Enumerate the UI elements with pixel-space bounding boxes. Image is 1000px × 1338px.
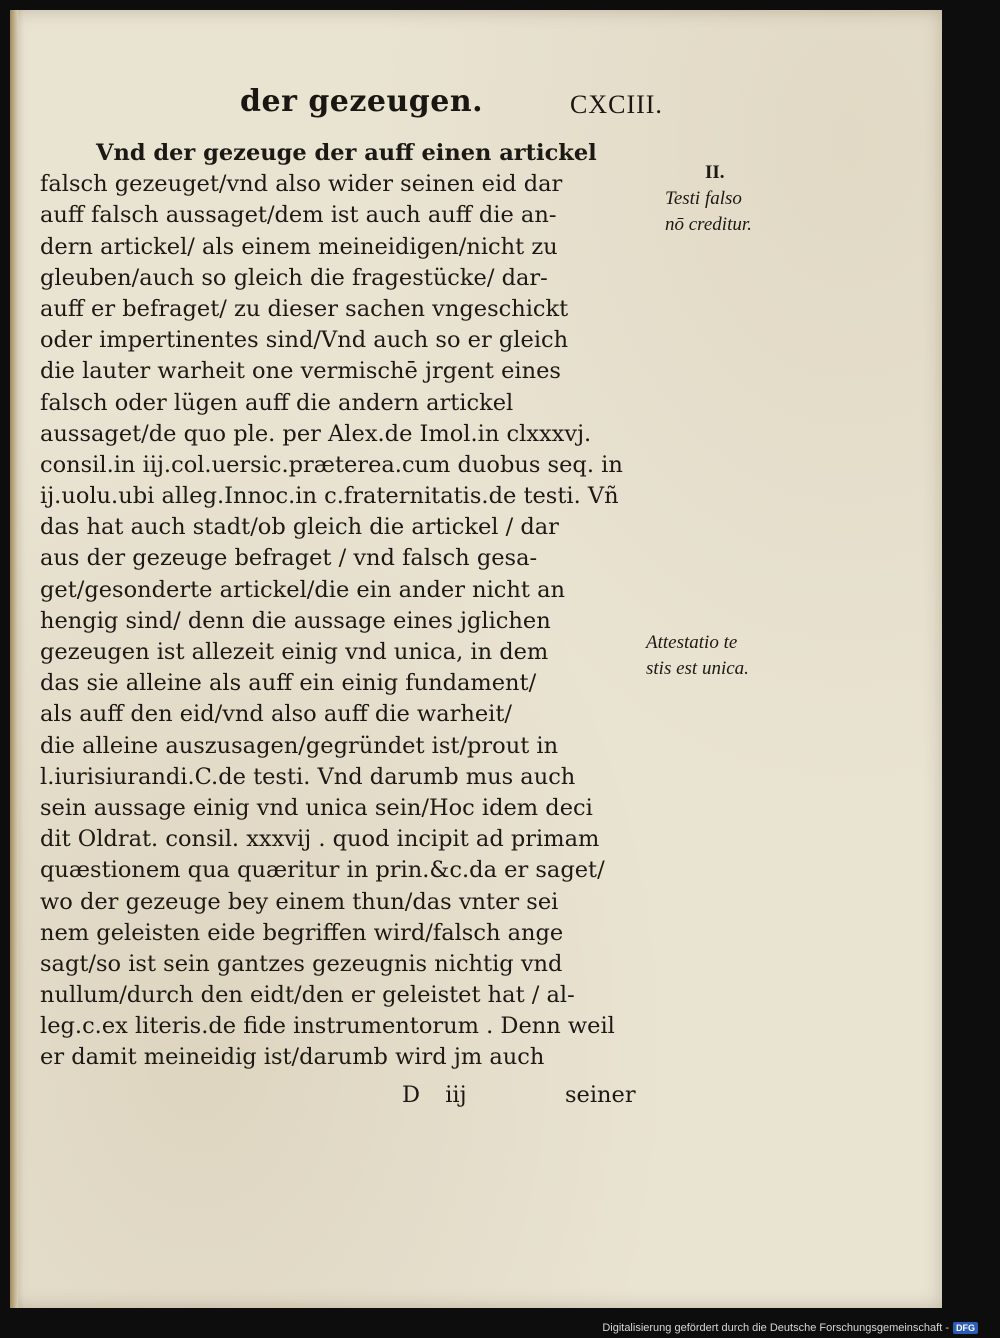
text-line: nullum/durch den eidt/den er geleistet hat / al- (40, 982, 575, 1009)
text-line: wo der gezeuge bey einem thun/das vnter sei (40, 888, 559, 915)
text-line: auff falsch aussaget/dem ist auch auff die an- (40, 202, 557, 229)
text-line: falsch oder lügen auff die andern artickel (40, 389, 514, 416)
catchword: seiner (565, 1082, 636, 1108)
text-line: gezeugen ist allezeit einig vnd unica, in dem (40, 639, 549, 665)
text-line: consil.in iij.col.uersic.præterea.cum duobus seq. in (40, 451, 623, 478)
text-line: nem geleisten eide begriffen wird/falsch ange (40, 919, 564, 946)
credit-text: Digitalisierung gefördert durch die Deutsche Forschungsgemeinschaft - (602, 1322, 949, 1334)
marginal-note-line: stis est unica. (646, 658, 749, 679)
text-line: aus der gezeuge befraget / vnd falsch gesa- (40, 545, 538, 572)
running-head: der gezeugen. (240, 84, 484, 119)
text-line: das hat auch stadt/ob gleich die artickel / dar (40, 514, 559, 541)
signature-mark: D iij (402, 1082, 467, 1108)
dfg-logo: DFG (953, 1322, 978, 1334)
text-line: gleuben/auch so gleich die fragestücke/ dar- (40, 264, 548, 291)
page-gutter-shadow (10, 10, 18, 1308)
text-line: l.iurisiurandi.C.de testi. Vnd darumb mus auch (40, 763, 576, 790)
book-page (10, 10, 942, 1308)
text-line: auff er befraget/ zu dieser sachen vngeschickt (40, 295, 569, 322)
marginal-note-line: Testi falso (665, 188, 742, 209)
text-line: Vnd der gezeuge der auff einen artickel (96, 140, 597, 166)
text-line: leg.c.ex literis.de fide instrumentorum . Denn weil (40, 1013, 615, 1040)
text-line: aussaget/de quo ple. per Alex.de Imol.in clxxxvj. (40, 420, 592, 447)
marginal-note-number: II. (705, 162, 725, 183)
text-line: oder impertinentes sind/Vnd auch so er gleich (40, 327, 569, 354)
text-line: falsch gezeuget/vnd also wider seinen eid dar (40, 171, 563, 198)
marginal-note-testi-falso (665, 160, 752, 238)
marginal-note-attestatio (646, 630, 749, 682)
marginal-note-line: nō creditur. (665, 214, 752, 235)
text-line: er damit meineidig ist/darumb wird jm auch (40, 1044, 545, 1071)
text-line: als auff den eid/vnd also auff die warheit/ (40, 701, 512, 728)
text-line: sein aussage einig vnd unica sein/Hoc idem deci (40, 794, 593, 821)
text-line: das sie alleine als auff ein einig fundament/ (40, 670, 537, 697)
text-line: quæstionem qua quæritur in prin.&c.da er saget/ (40, 857, 605, 884)
text-line: dern artickel/ als einem meineidigen/nicht zu (40, 233, 558, 260)
text-line: sagt/so ist sein gantzes gezeugnis nichtig vnd (40, 950, 563, 977)
text-line: die lauter warheit one vermischē jrgent eines (40, 358, 561, 385)
marginal-note-line: Attestatio te (646, 632, 738, 653)
text-line: ij.uolu.ubi alleg.Innoc.in c.fraternitatis.de testi. Vñ (40, 483, 619, 510)
digitization-credit (602, 1322, 978, 1334)
text-line: die alleine auszusagen/gegründet ist/prout in (40, 732, 559, 759)
text-line: hengig sind/ denn die aussage eines jglichen (40, 607, 551, 634)
text-line: get/gesonderte artickel/die ein ander nicht an (40, 576, 565, 603)
text-line: dit Oldrat. consil. xxxvij . quod incipit ad primam (40, 826, 600, 853)
folio-number: CXCIII. (570, 90, 663, 119)
body-text (40, 138, 655, 1074)
